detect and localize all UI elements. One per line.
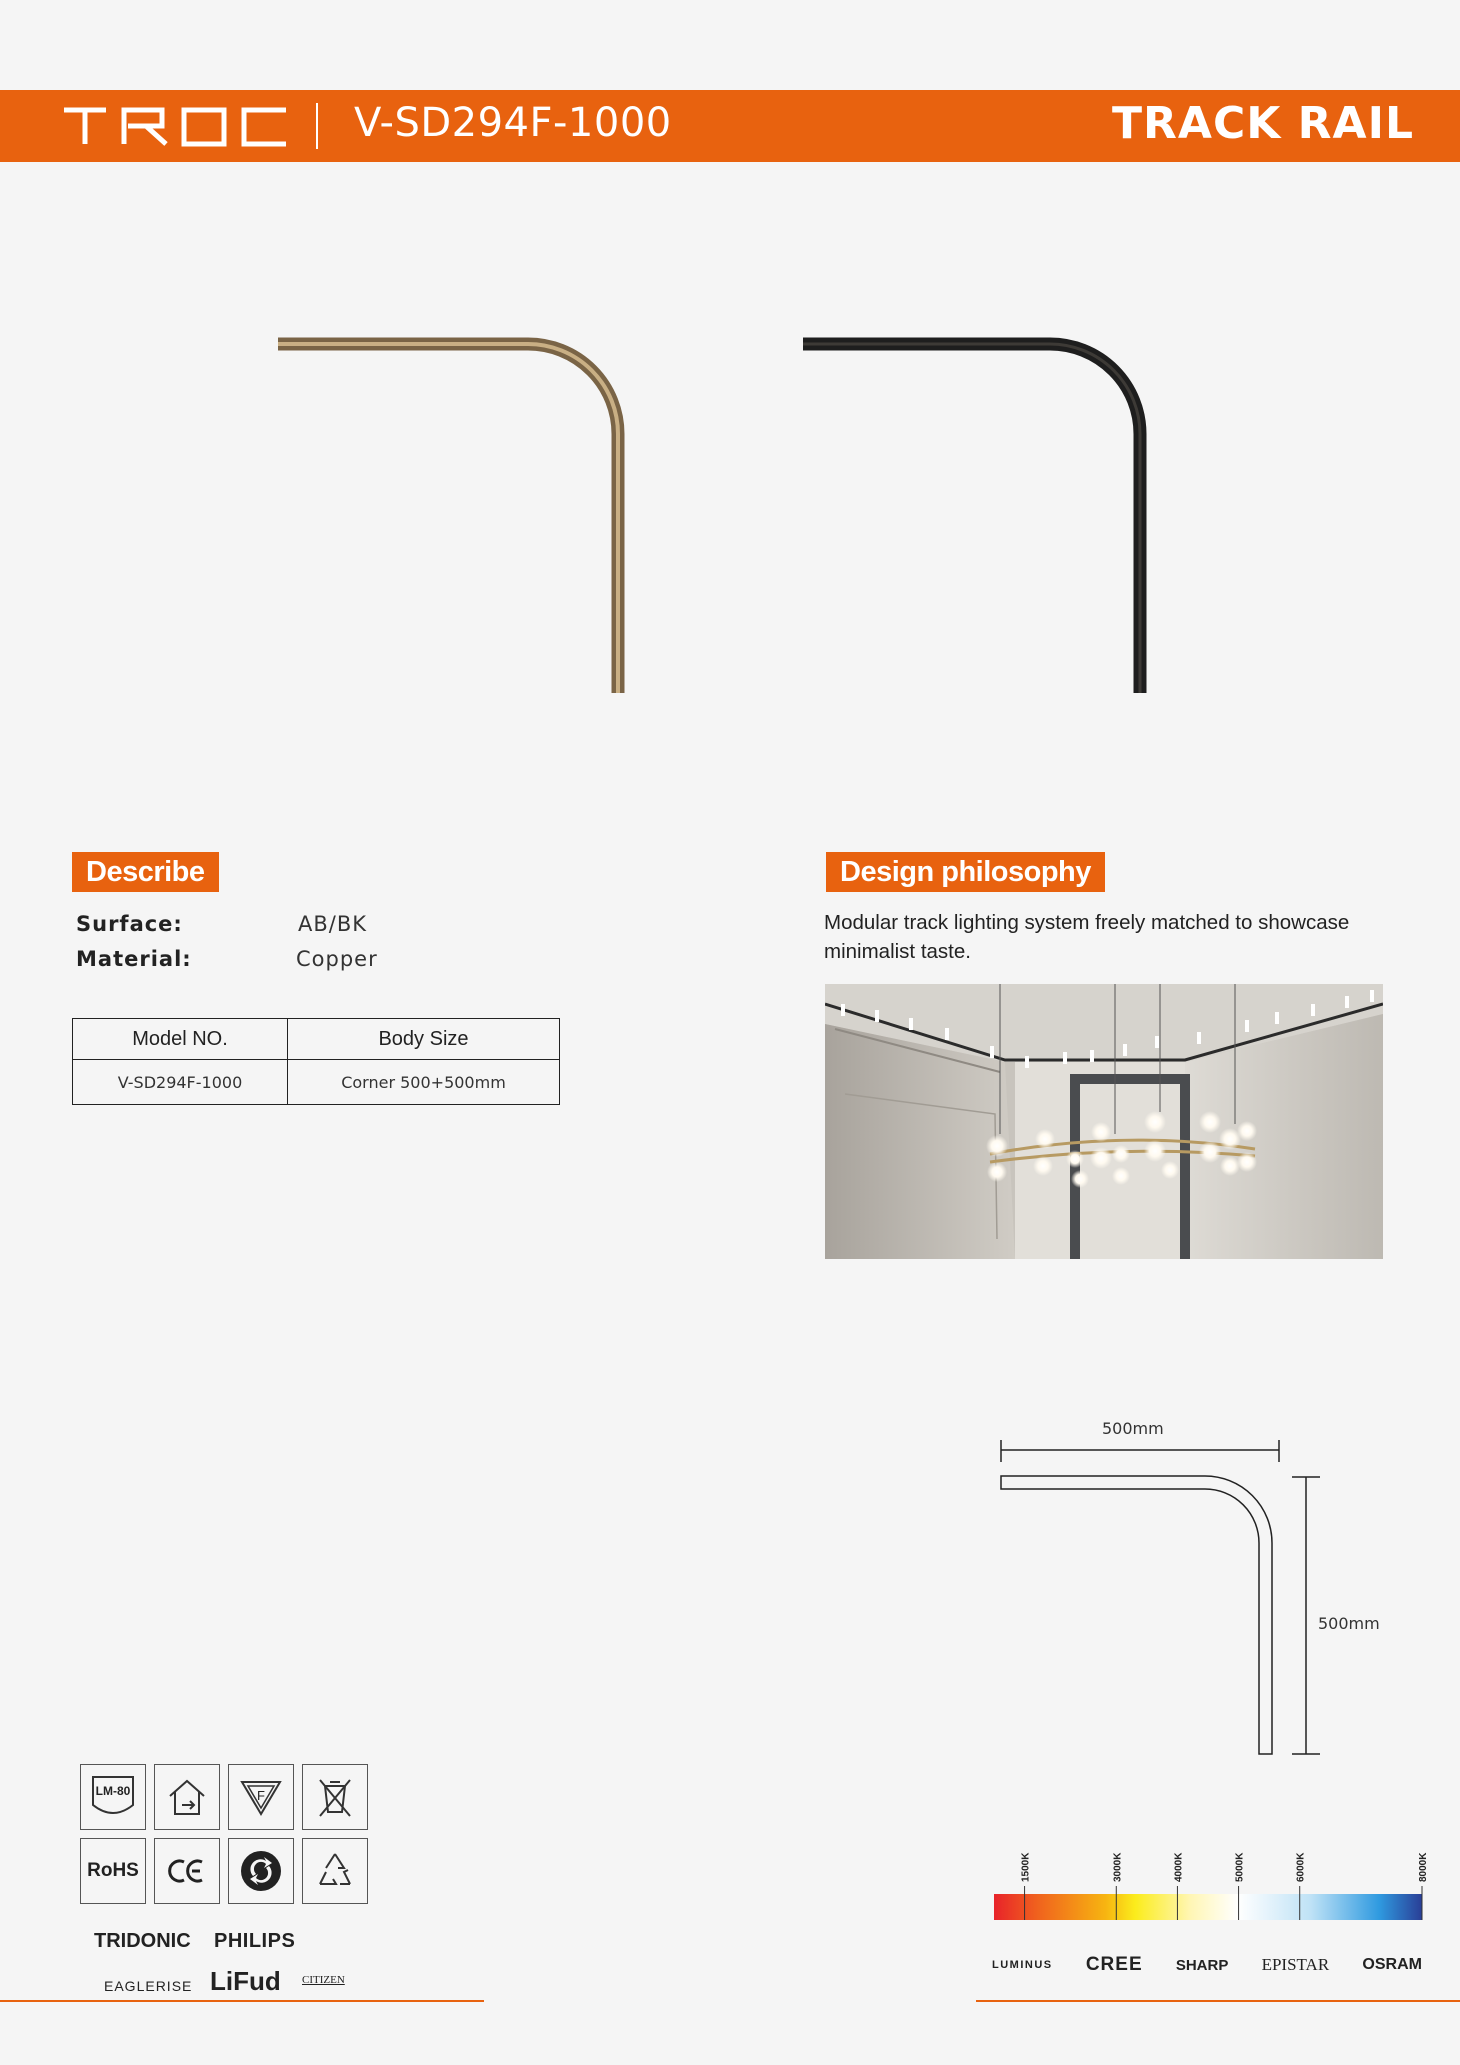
- philosophy-heading: Design philosophy: [826, 852, 1105, 892]
- dimension-width-label: 500mm: [1102, 1419, 1164, 1438]
- brand-epistar: EPISTAR: [1261, 1955, 1330, 1974]
- svg-text:F: F: [257, 1788, 265, 1803]
- ct-tick-label: 4000K: [1173, 1852, 1185, 1882]
- surface-value: AB/BK: [298, 912, 368, 936]
- brand-sharp: SHARP: [1175, 1956, 1229, 1974]
- surface-label: Surface:: [76, 912, 183, 936]
- brand-philips: PHILIPS: [214, 1930, 296, 1952]
- weee-bin-icon: [302, 1764, 368, 1830]
- spec-table: [72, 1018, 560, 1105]
- brand-lifud: LiFud: [210, 1966, 281, 1996]
- green-dot-icon: [228, 1838, 294, 1904]
- table-header-model: Model NO.: [73, 1019, 288, 1060]
- philosophy-text: Modular track lighting system freely matched to showcase minimalist taste.: [824, 911, 1350, 963]
- dimension-height-label: 500mm: [1318, 1614, 1380, 1633]
- describe-heading: Describe: [72, 852, 219, 892]
- svg-text:LM-80: LM-80: [95, 1784, 131, 1798]
- brand-cree: CREE: [1085, 1954, 1143, 1975]
- footer-line-left: [0, 2000, 484, 2002]
- led-brand-row: [992, 1954, 1422, 1976]
- ce-icon: [154, 1838, 220, 1904]
- dimension-drawing: [990, 1410, 1410, 1770]
- lm80-icon: [80, 1764, 146, 1830]
- table-row: [73, 1060, 560, 1105]
- ct-tick-label: 1500K: [1020, 1852, 1032, 1882]
- table-header-row: [73, 1019, 560, 1060]
- rohs-icon: RoHS: [80, 1838, 146, 1904]
- interior-photo: [825, 984, 1383, 1259]
- f-mark-icon: [228, 1764, 294, 1830]
- footer-line-right: [976, 2000, 1460, 2002]
- brand-citizen: CITIZEN: [302, 1974, 345, 1986]
- material-label: Material:: [76, 947, 192, 971]
- ct-tick-label: 8000K: [1418, 1852, 1429, 1882]
- certification-grid: [80, 1764, 368, 1904]
- model-title: V-SD294F-1000: [354, 100, 672, 146]
- material-value: Copper: [296, 947, 378, 971]
- table-cell-model: V-SD294F-1000: [73, 1060, 288, 1105]
- product-image-black: [795, 330, 1175, 700]
- ct-tick-label: 5000K: [1234, 1852, 1246, 1882]
- color-temperature-scale: [990, 1836, 1430, 1936]
- brand-eaglerise: EAGLERISE: [104, 1978, 193, 1994]
- header-divider: [316, 103, 318, 149]
- brand-tridonic: TRIDONIC: [94, 1930, 191, 1952]
- indoor-use-icon: [154, 1764, 220, 1830]
- brand-osram: OSRAM: [1362, 1956, 1422, 1973]
- recycle-icon: [302, 1838, 368, 1904]
- table-cell-size: Corner 500+500mm: [288, 1060, 560, 1105]
- category-title: TRACK RAIL: [1112, 98, 1414, 149]
- brand-luminus: LUMINUS: [992, 1959, 1053, 1971]
- product-image-antique-brass: [270, 330, 650, 700]
- ct-tick-label: 6000K: [1295, 1852, 1307, 1882]
- table-header-size: Body Size: [288, 1019, 560, 1060]
- ct-tick-label: 3000K: [1112, 1852, 1124, 1882]
- brand-logo: [62, 104, 294, 148]
